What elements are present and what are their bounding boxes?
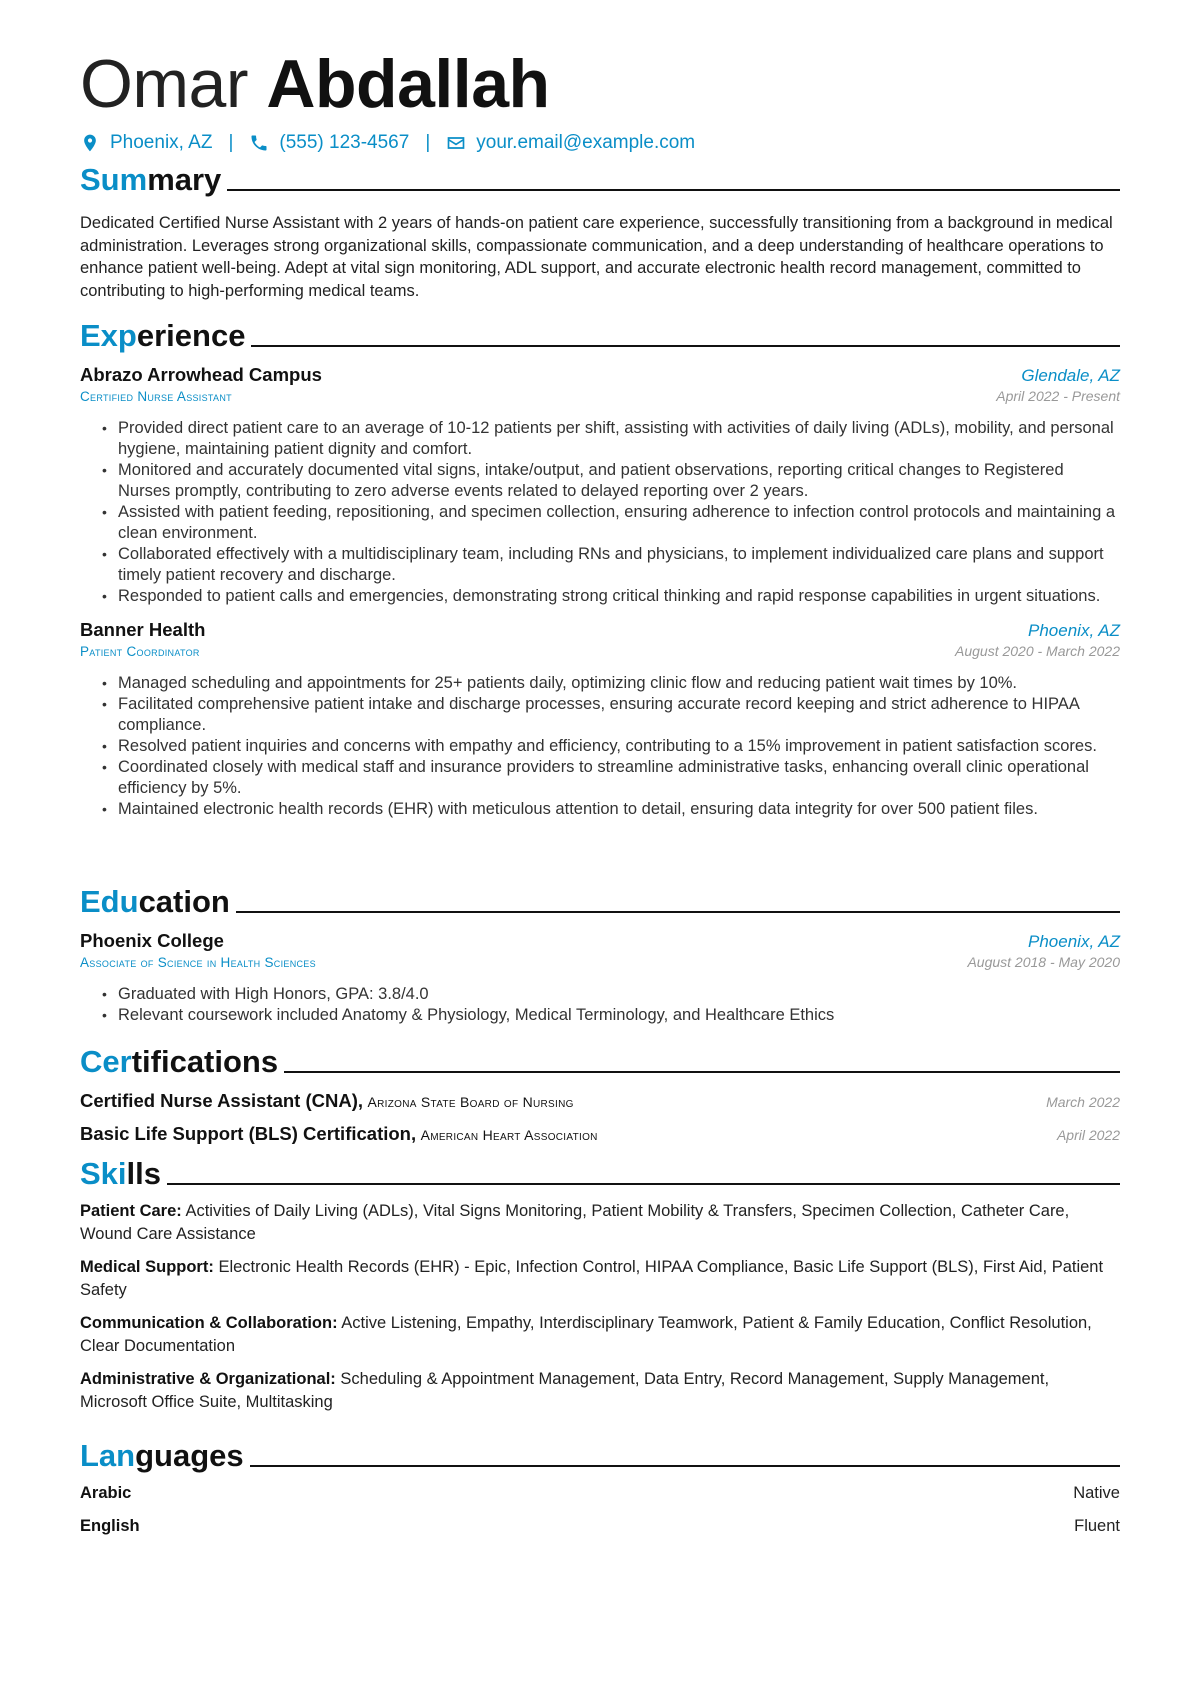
list-item: • Managed scheduling and appointments for 25+ patients daily, optimizing clinic flow and reducing patient wait times by 10%. [118,673,1120,694]
list-item: • Coordinated closely with medical staff and insurance providers to streamline administrative tasks, enhancing overall clinic operational efficiency by 5%. [118,757,1120,799]
phone-link[interactable]: (555) 123-4567 [279,132,410,153]
education-section [80,880,1120,1026]
candidate-name [80,44,550,124]
job-title: Patient Coordinator [80,644,200,659]
list-item: • Relevant coursework included Anatomy & Physiology, Medical Terminology, and Healthcare Ethics [118,1005,1120,1026]
certifications-section [80,1040,1120,1145]
skill-group-items: Active Listening, Empathy, Interdisciplinary Teamwork, Patient & Family Education, Conflict Resolution, Clear Documentation [80,1314,1092,1355]
certification-name: Certified Nurse Assistant (CNA) [80,1090,358,1111]
section-rule [250,1465,1120,1467]
first-name: Omar [80,46,248,122]
phone-icon [249,133,269,153]
skill-group-label: Patient Care: [80,1202,182,1220]
education-dates: August 2018 - May 2020 [967,954,1120,970]
section-heading [80,314,1120,354]
section-rule [284,1071,1120,1073]
summary-section [80,158,1120,302]
skill-group-items: Scheduling & Appointment Management, Data Entry, Record Management, Supply Management, Microsoft Office Suite, Multitasking [80,1370,1050,1411]
certification-item: Basic Life Support (BLS) Certification, American Heart Association April 2022 [80,1123,1120,1144]
list-item: • Facilitated comprehensive patient intake and discharge processes, ensuring accurate record keeping and strict adherence to HIPAA compliance. [118,694,1120,736]
job-title: Certified Nurse Assistant [80,389,232,404]
school-location: Phoenix, AZ [1028,932,1120,951]
experience-section [80,314,1120,820]
certification-date: April 2022 [1056,1127,1120,1143]
section-heading [80,880,1120,920]
section-rule [236,911,1120,913]
certification-issuer: American Heart Association [420,1127,598,1143]
section-rule [227,189,1120,191]
job-location: Glendale, AZ [1021,366,1120,385]
email-link[interactable]: your.email@example.com [476,132,696,153]
skill-group-items: Electronic Health Records (EHR) - Epic, Infection Control, HIPAA Compliance, Basic Life Support (BLS), First Aid, Patient Safety [80,1258,1104,1299]
summary-text: Dedicated Certified Nurse Assistant with 2 years of hands-on patient care experience, successfully transitioning from a background in medical administration. Leverages strong organizational skills, compassionate communication, and a deep understanding of healthcare operations to enhance patient well-being. Adept at vital sign monitoring, ADL support, and accurate electronic health record management, committed to contributing to high-performing medical teams. [80,214,1113,300]
language-item [80,1482,1120,1504]
job-entry [80,364,1120,607]
skill-group [80,1256,1120,1301]
list-item: • Graduated with High Honors, GPA: 3.8/4.0 [118,984,1120,1005]
envelope-icon [446,133,466,153]
skills-title: Skills [80,1156,161,1191]
job-bullets [80,418,1120,607]
skill-group [80,1368,1120,1413]
certification-date: March 2022 [1046,1094,1120,1110]
job-dates: August 2020 - March 2022 [955,643,1120,659]
certifications-title: Certifications [80,1044,279,1079]
location-text: Phoenix, AZ [110,132,213,153]
last-name: Abdallah [266,46,550,122]
list-item: • Monitored and accurately documented vital signs, intake/output, and patient observations, reporting critical changes to Registered Nurses promptly, contributing to zero adverse events related to delayed reporting over 2 years. [118,460,1120,502]
job-employer: Banner Health [80,619,206,640]
skills-section [80,1152,1120,1424]
certification-name: Basic Life Support (BLS) Certification [80,1123,411,1144]
language-level: Fluent [1074,1517,1120,1535]
list-item: • Resolved patient inquiries and concerns with empathy and efficiency, contributing to a 15% improvement in patient satisfaction scores. [118,736,1120,757]
languages-title: Languages [80,1438,244,1473]
section-heading [80,1152,1120,1192]
job-location: Phoenix, AZ [1028,621,1120,640]
language-level: Native [1073,1484,1120,1502]
list-item: • Responded to patient calls and emergencies, demonstrating strong critical thinking and rapid response capabilities in urgent situations. [118,586,1120,607]
list-item: • Assisted with patient feeding, repositioning, and specimen collection, ensuring adherence to infection control protocols and maintaining a clean environment. [118,502,1120,544]
section-rule [251,345,1120,347]
summary-title: Summary [80,162,222,197]
degree-name: Associate of Science in Health Sciences [80,955,316,970]
skill-group [80,1312,1120,1357]
job-dates: April 2022 - Present [996,388,1120,404]
language-name: English [80,1517,140,1535]
section-rule [167,1183,1120,1185]
skill-group [80,1200,1120,1245]
contact-line [80,132,695,154]
contact-separator: | [425,132,431,153]
experience-title: Experience [80,318,246,353]
section-heading [80,1040,1120,1080]
job-bullets [80,673,1120,820]
list-item: • Maintained electronic health records (EHR) with meticulous attention to detail, ensuring data integrity for over 500 patient files. [118,799,1120,820]
job-entry [80,619,1120,820]
section-heading [80,1434,1120,1474]
language-name: Arabic [80,1484,132,1502]
job-employer: Abrazo Arrowhead Campus [80,364,322,385]
certification-issuer: Arizona State Board of Nursing [367,1094,574,1110]
languages-section [80,1434,1120,1548]
education-entry [80,930,1120,1026]
resume-page [80,0,1120,1683]
location-pin-icon [80,133,100,153]
language-item [80,1515,1120,1537]
list-item: • Provided direct patient care to an average of 10-12 patients per shift, assisting with activities of daily living (ADLs), mobility, and personal hygiene, maintaining patient dignity and comfort. [118,418,1120,460]
education-bullets [80,984,1120,1026]
skill-group-label: Medical Support: [80,1258,214,1276]
section-heading [80,158,1120,198]
list-item: • Collaborated effectively with a multidisciplinary team, including RNs and physicians, to implement individualized care plans and support timely patient recovery and discharge. [118,544,1120,586]
skill-group-items: Activities of Daily Living (ADLs), Vital Signs Monitoring, Patient Mobility & Transfers, Specimen Collection, Catheter Care, Wound Care Assistance [80,1202,1070,1243]
contact-separator: | [228,132,234,153]
education-title: Education [80,884,230,919]
school-name: Phoenix College [80,930,224,951]
skill-group-label: Communication & Collaboration: [80,1314,338,1332]
skill-group-label: Administrative & Organizational: [80,1370,336,1388]
certification-item: Certified Nurse Assistant (CNA), Arizona State Board of Nursing March 2022 [80,1090,1120,1111]
